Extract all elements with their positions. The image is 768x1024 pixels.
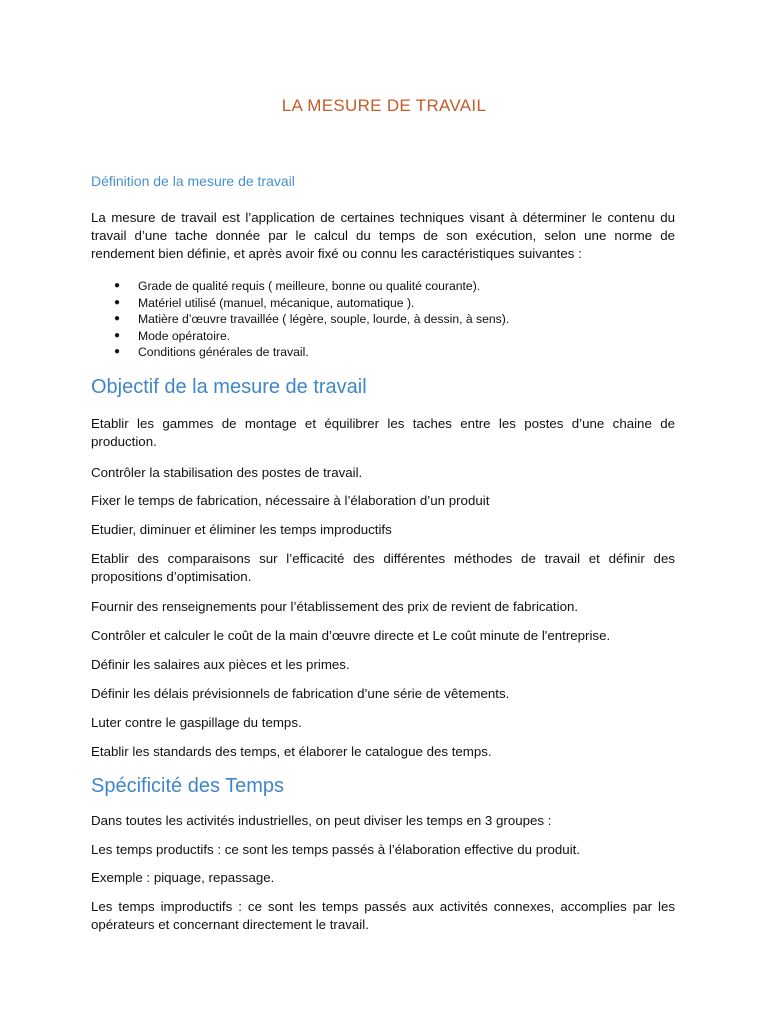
objectif-paragraph: Contrôler la stabilisation des postes de travail. <box>91 465 363 480</box>
objectif-paragraph: Fournir des renseignements pour l’établissement des prix de revient de fabrication. <box>91 599 579 614</box>
bullet-icon: ● <box>114 296 121 308</box>
objectif-paragraph: Etablir les gammes de montage et équilibrer les taches entre les postes d’une chaine de production. <box>91 416 675 449</box>
specificite-paragraph: Dans toutes les activités industrielles, on peut diviser les temps en 3 groupes : <box>91 813 552 828</box>
objectif-paragraph: Etablir des comparaisons sur l’efficacité des différentes méthodes de travail et définir des propositions d’optimisation. <box>91 551 675 584</box>
list-item: ● Grade de qualité requis ( meilleure, bonne ou qualité courante). <box>114 279 481 293</box>
objectif-paragraph: Contrôler et calculer le coût de la main d’œuvre directe et Le coût minute de l'entreprise. <box>91 628 611 643</box>
bullet-icon: ● <box>114 280 121 291</box>
objectif-paragraph: Luter contre le gaspillage du temps. <box>91 715 302 730</box>
list-item: ● Matériel utilisé (manuel, mécanique, automatique ). <box>114 295 415 310</box>
objectif-paragraph: Définir les délais prévisionnels de fabrication d’une série de vêtements. <box>91 686 510 701</box>
objectif-heading: Objectif de la mesure de travail <box>91 376 367 398</box>
definition-paragraph: La mesure de travail est l’application de certaines techniques visant à déterminer le contenu du travail d’une tache donnée par le calcul du temps de son exécution, selon une norme de rendement bien définie, et après avoir fixé ou connu les caractéristiques suivantes : <box>91 210 675 261</box>
objectif-paragraph: Etablir les standards des temps, et élaborer le catalogue des temps. <box>91 744 492 759</box>
list-item: ● Conditions générales de travail. <box>114 345 309 359</box>
specificite-paragraph: Les temps improductifs : ce sont les temps passés aux activités connexes, accomplies par les opérateurs et concernant directement le travail. <box>91 899 675 932</box>
specificite-paragraph: Exemple : piquage, repassage. <box>91 870 275 885</box>
specificite-heading: Spécificité des Temps <box>91 775 285 797</box>
objectif-paragraph: Définir les salaires aux pièces et les primes. <box>91 657 350 672</box>
list-item: ● Mode opératoire. <box>114 328 231 343</box>
definition-heading: Définition de la mesure de travail <box>91 173 295 189</box>
bullet-icon: ● <box>114 346 121 357</box>
bullet-icon: ● <box>114 329 121 341</box>
bullet-icon: ● <box>114 313 121 324</box>
objectif-paragraph: Etudier, diminuer et éliminer les temps improductifs <box>91 522 392 537</box>
characteristics-list <box>108 278 668 361</box>
document-title: LA MESURE DE TRAVAIL <box>281 96 487 115</box>
objectif-paragraph: Fixer le temps de fabrication, nécessaire à l’élaboration d’un produit <box>91 493 490 508</box>
list-item: ● Matière d’œuvre travaillée ( légère, souple, lourde, à dessin, à sens). <box>114 312 510 326</box>
specificite-paragraph: Les temps productifs : ce sont les temps passés à l’élaboration effective du produit. <box>91 842 581 857</box>
